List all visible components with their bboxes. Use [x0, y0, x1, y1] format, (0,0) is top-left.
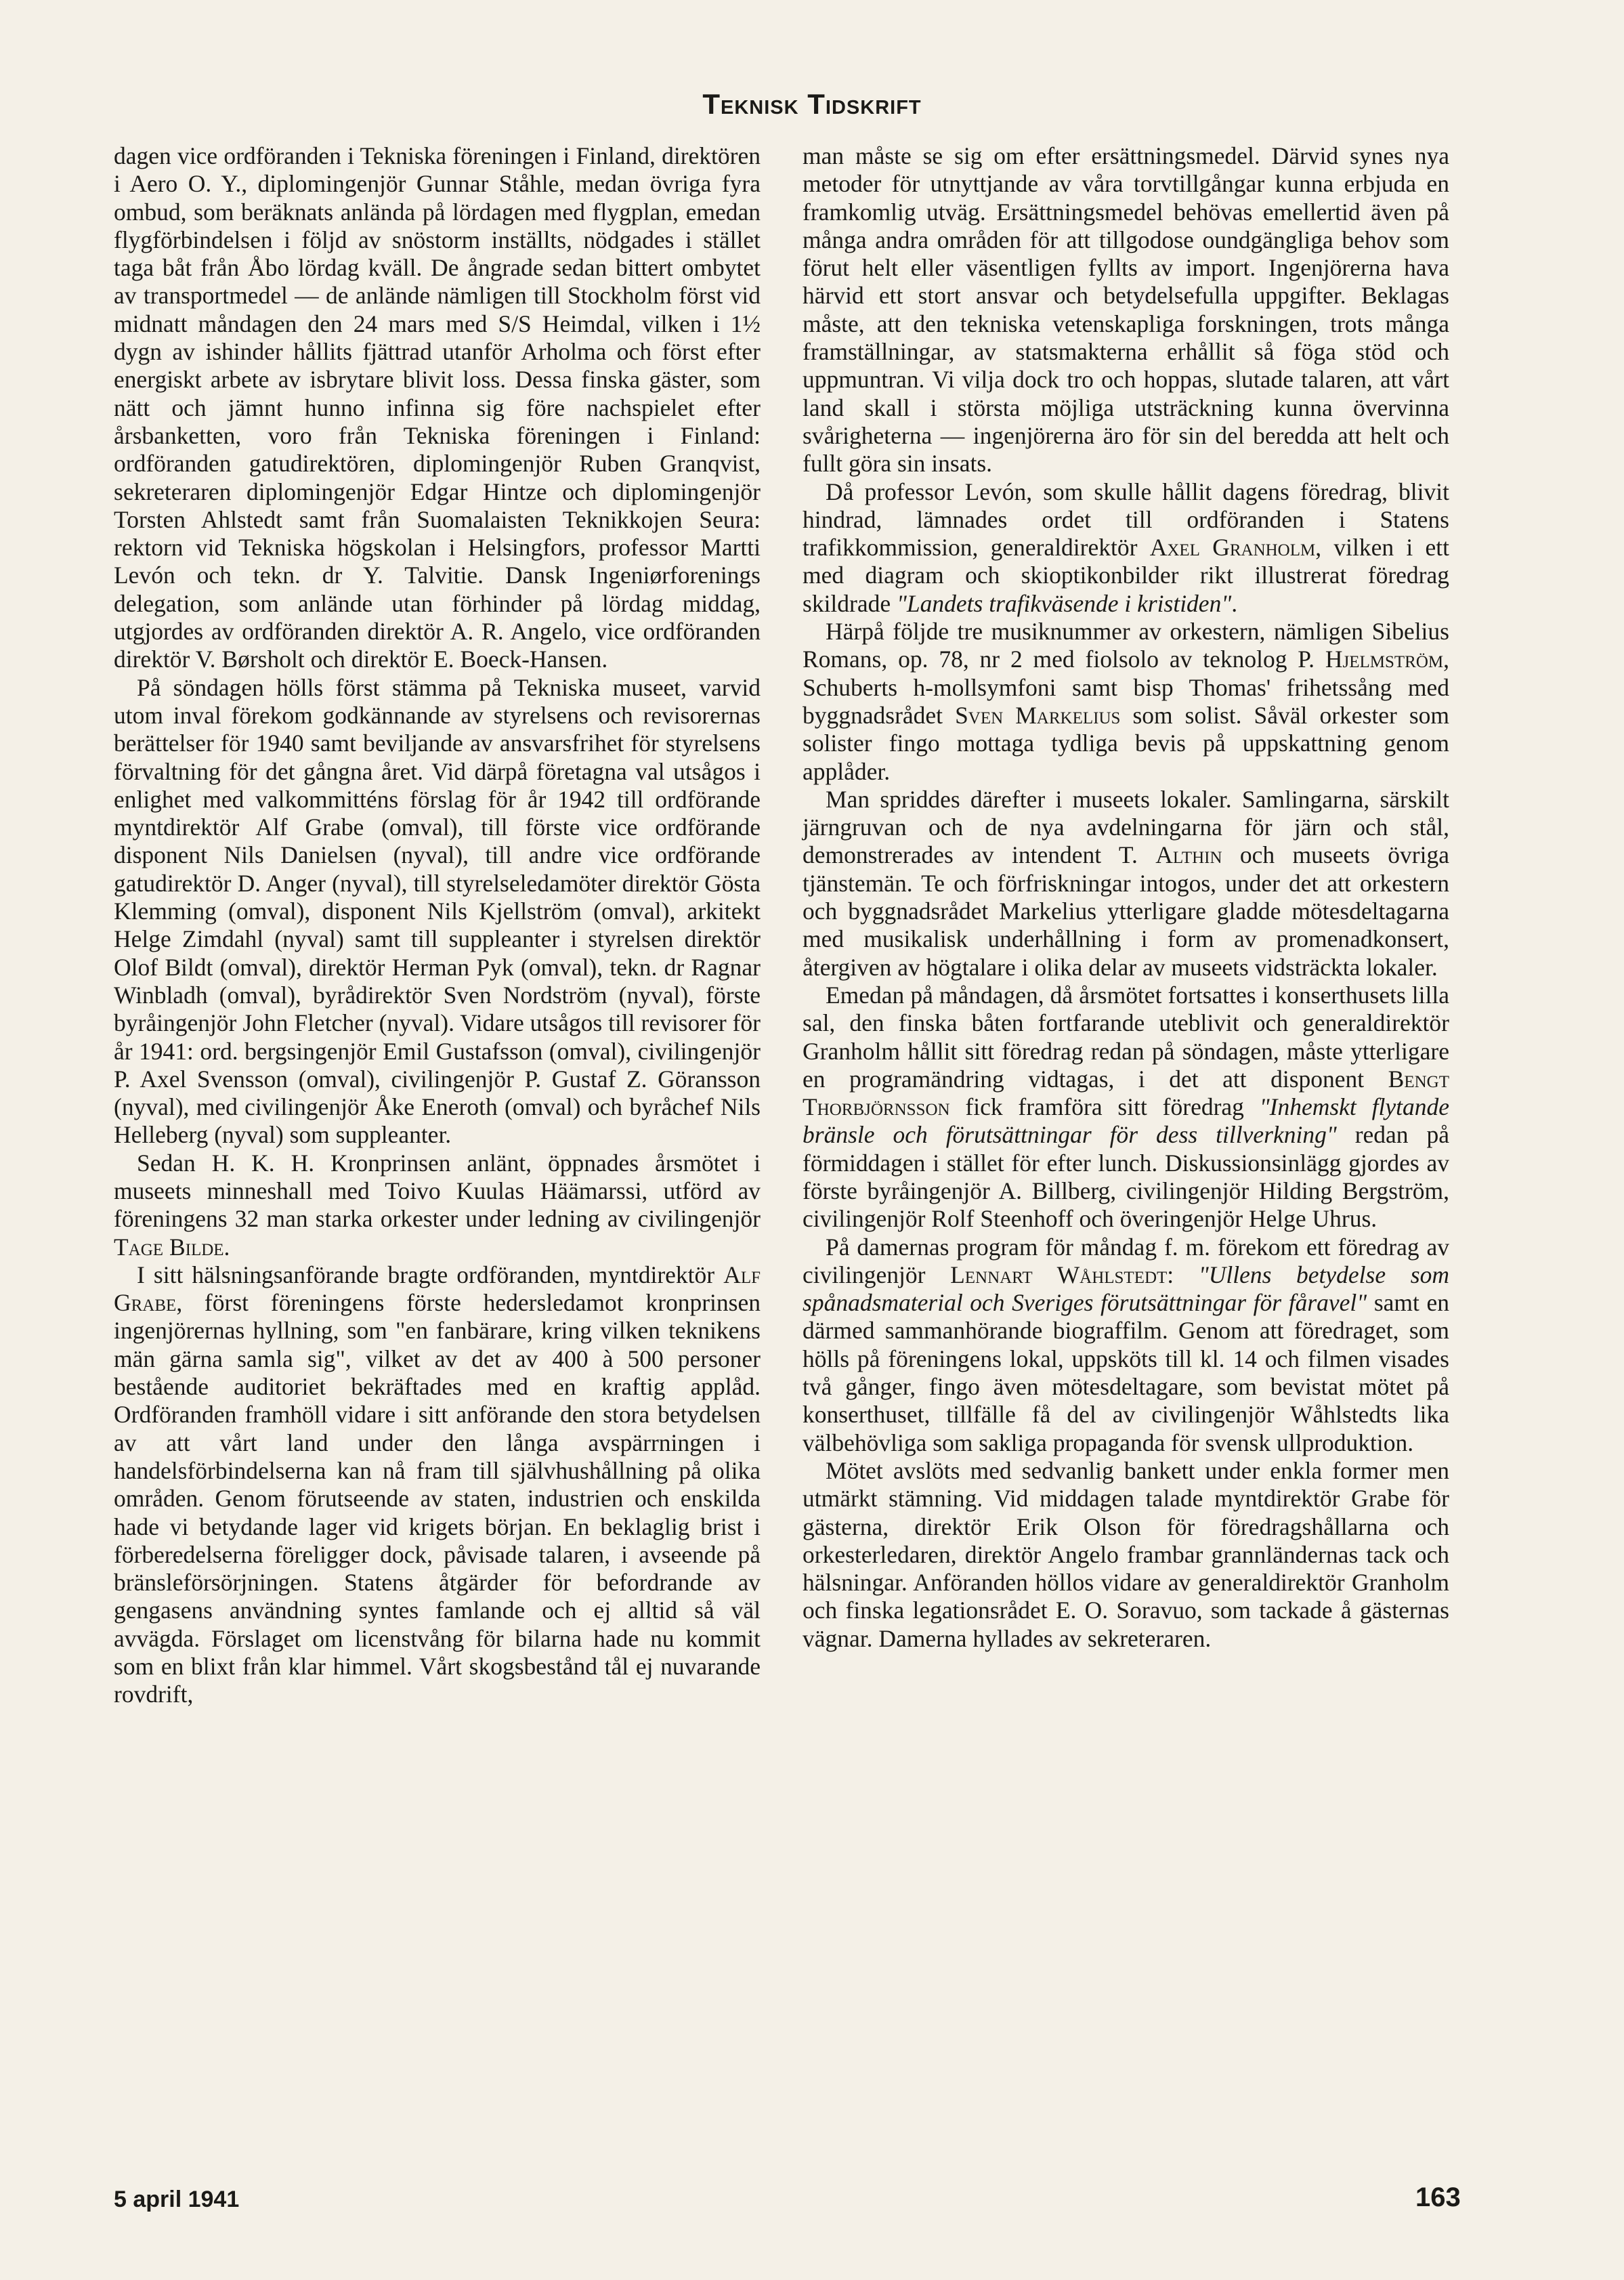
text-run: . [1231, 589, 1238, 617]
left-column [114, 142, 761, 1709]
paragraph [803, 981, 1449, 1233]
lecture-title: "Inhemskt flytande bränsle och förutsättningar för dess tillverkning" [803, 1093, 1449, 1149]
text-run: samt en därmed sammanhörande biograffilm. Genom att föredraget, som hölls på föreningens lokal, uppsköts till kl. 14 och filmen visades två gånger, fingo även mötesdeltagare, som bevistat mötet på konserthuset, tillfälle få del av civilingenjör Wåhlstedts lika välbehövliga som sakliga propaganda för svensk ullproduktion. [803, 1289, 1449, 1456]
paragraph: man måste se sig om efter ersättningsmedel. Därvid synes nya metoder för utnyttjande av våra torvtillgångar kunna erbjuda en framkomlig utväg. Ersättningsmedel behövas emellertid även på många andra områden för att tillgodose oundgängliga behov som förut helt eller väsentligen fyllts av import. Ingenjörerna hava härvid ett stort ansvar och betydelsefulla uppgifter. Beklagas måste, att den tekniska vetenskapliga forskningen, trots många framställningar, av statsmakterna erhållit så föga stöd och uppmuntran. Vi vilja dock tro och hoppas, slutade talaren, att vårt land skall i största möjliga utsträckning kunna övervinna svårigheterna — ingenjörerna äro för sin del beredda att helt och fullt göra sin insats. [803, 142, 1449, 478]
text-run: som solist. Såväl orkester som solister fingo mottaga tydliga bevis på uppskattning genom applåder. [803, 701, 1450, 785]
journal-title: Teknisk Tidskrift [702, 88, 922, 120]
paragraph: Mötet avslöts med sedvanlig bankett under enkla former men utmärkt stämning. Vid middagen talade myntdirektör Grabe för gästerna, direktör Erik Olson för föredragshållarna och orkesterledaren, direktör Angelo frambar grannländernas tack och hälsningar. Anföranden höllos vidare av generaldirektör Granholm och finska legationsrådet E. O. Soravuo, som tackade å gästernas vägnar. Damerna hyllades av sekreteraren. [803, 1456, 1449, 1652]
text-run: . [223, 1233, 230, 1261]
person-name: Alf Grabe [114, 1261, 761, 1317]
text-run: : [1167, 1261, 1199, 1288]
paragraph [803, 1233, 1449, 1457]
person-name: Lennart Wåhlstedt [950, 1261, 1168, 1288]
person-name: Tage Bilde [114, 1233, 224, 1261]
text-run: redan på förmiddagen i stället för efter lunch. Diskussionsinlägg gjordes av förste byråingenjör A. Billberg, civilingenjör Hilding Bergström, civilingenjör Rolf Steenhoff och överingenjör Helge Uhrus. [803, 1121, 1450, 1233]
issue-date: 5 april 1941 [114, 2187, 240, 2212]
paragraph: På söndagen hölls först stämma på Tekniska museet, varvid utom inval förekom godkännande av styrelsens och revisorernas berättelser för 1940 samt beviljande av ansvarsfrihet för styrelsens förvaltning för det gångna året. Vid därpå företagna val utsågos i enlighet med valkommitténs förslag för år 1942 till ordförande myntdirektör Alf Grabe (omval), till förste vice ordförande disponent Nils Danielsen (nyval), till andre vice ordförande gatudirektör D. Anger (nyval), till styrelseledamöter direktör Gösta Klemming (omval), disponent Nils Kjellström (omval), arkitekt Helge Zimdahl (nyval) samt till suppleanter i styrelsen direktör Olof Bildt (omval), direktör Herman Pyk (omval), tekn. dr Ragnar Winbladh (omval), byrådirektör Sven Nordström (nyval), förste byråingenjör John Fletcher (nyval). Vidare utsågos till revisorer för år 1941: ord. bergsingenjör Emil Gustafsson (omval), civilingenjör P. Axel Svensson (omval), civilingenjör P. Gustaf Z. Göransson (nyval), med civilingenjör Åke Eneroth (omval) och byråchef Nils Helleberg (nyval) som suppleanter. [114, 673, 761, 1149]
right-column [803, 142, 1449, 1653]
text-run: Härpå följde tre musiknummer av orkestern, nämligen Sibelius Romans, op. 78, nr 2 med fiolsolo av teknolog [803, 618, 1449, 673]
lecture-title: "Ullens betydelse som spånadsmaterial och Sveriges förutsättningar för fåravel" [803, 1261, 1449, 1317]
text-run: , vilken i ett med diagram och skioptikonbilder rikt illustrerat föredrag skildrade [803, 534, 1449, 617]
person-name: P. Hjelmström [1298, 646, 1444, 673]
paragraph [803, 786, 1449, 981]
text-run: Då professor Levón, som skulle hållit dagens föredrag, blivit hindrad, lämnades ordet till ordföranden i Statens trafikkommission, generaldirektör [803, 478, 1449, 562]
text-run: , först föreningens förste hedersledamot kronprinsen ingenjörernas hyllning, som "en fanbärare, kring vilken teknikens män gärna samla sig", vilket av det av 400 à 500 personer bestående auditoriet bekräftades med en kraftig applåd. Ordföranden framhöll vidare i sitt anförande den stora betydelsen av att vårt land under den långa avspärrningen i handelsförbindelserna kan nå fram till självhushållning på olika områden. Genom förutseende av staten, industrien och enskilda hade vi betydande lager vid krigets början. En beklaglig brist i förberedelserna föreligger dock, påvisade talaren, i avseende på bränsleförsörjningen. Statens åtgärder för befordrande av gengasens användning syntes famlande och ej alltid så väl avvägda. Förslaget om licenstvång för bilarna hade nu kommit som en blixt från klar himmel. Vårt skogsbestånd tål ej nuvarande rovdrift, [114, 1289, 761, 1708]
paragraph [114, 1261, 761, 1709]
person-name: Althin [1155, 841, 1222, 869]
person-name: Bengt Thorbjörnsson [803, 1065, 1449, 1121]
text-run: och museets övriga tjänstemän. Te och förfriskningar intogos, under det att orkestern och byggnadsrådet Markelius ytterligare gladde mötesdeltagarna med musikalisk underhållning i form av promenadkonsert, återgiven av högtalare i olika delar av museets vidsträckta lokaler. [803, 841, 1449, 981]
paragraph: dagen vice ordföranden i Tekniska föreningen i Finland, direktören i Aero O. Y., diplomingenjör Gunnar Ståhle, medan övriga fyra ombud, som beräknats anlända på lördagen med flygplan, emedan flygförbindelsen i följd av snöstorm inställts, nödgades i stället taga båt från Åbo lördag kväll. De ångrade sedan bittert ombytet av transportmedel — de anlände nämligen till Stockholm först vid midnatt måndagen den 24 mars med S/S Heimdal, vilken i 1½ dygn av ishinder hållits fjättrad utanför Arholma och först efter energiskt arbete av isbrytare blivit loss. Dessa finska gäster, som nätt och jämnt hunno infinna sig före nachspielet efter årsbanketten, voro från Tekniska föreningen i Finland: ordföranden gatudirektören, diplomingenjör Ruben Granqvist, sekreteraren diplomingenjör Edgar Hintze och diplomingenjör Torsten Ahlstedt samt från Suomalaisten Teknikkojen Seura: rektorn vid Tekniska högskolan i Helsingfors, professor Martti Levón och tekn. dr Y. Talvitie. Dansk Ingeniørforenings delegation, som anlände utan förhinder på lördag middag, utgjordes av ordföranden direktör A. R. Angelo, vice ordföranden direktör V. Børsholt och direktör E. Boeck-Hansen. [114, 142, 761, 673]
text-run: På damernas program för måndag f. m. förekom ett föredrag av civilingenjör [803, 1233, 1449, 1288]
lecture-title: "Landets trafikväsende i kristiden" [897, 589, 1232, 617]
text-run: fick framföra sitt föredrag [949, 1093, 1260, 1121]
text-run: Sedan H. K. H. Kronprinsen anlänt, öppnades årsmötet i museets minneshall med Toivo Kuulas Häämarssi, utförd av föreningens 32 man starka orkester under ledning av civilingenjör [114, 1149, 761, 1233]
person-name: Axel Granholm [1149, 534, 1316, 562]
paragraph [803, 618, 1449, 786]
paragraph [803, 478, 1449, 618]
page-number: 163 [1415, 2182, 1461, 2212]
person-name: Sven Markelius [955, 701, 1121, 729]
text-run: Emedan på måndagen, då årsmötet fortsattes i konserthusets lilla sal, den finska båten fortfarande uteblivit och generaldirektör Granholm hållit sitt föredrag redan på söndagen, måste ytterligare en programändring vidtagas, i det att disponent [803, 981, 1449, 1093]
text-run: , Schuberts h-mollsymfoni samt bisp Thomas' frihetssång med byggnadsrådet [803, 646, 1449, 729]
text-run: Man spriddes därefter i museets lokaler. Samlingarna, särskilt järngruvan och de nya avdelningarna för järn och stål, demonstrerades av intendent T. [803, 785, 1449, 869]
paragraph [114, 1149, 761, 1261]
text-run: I sitt hälsningsanförande bragte ordföranden, myntdirektör [137, 1261, 724, 1288]
